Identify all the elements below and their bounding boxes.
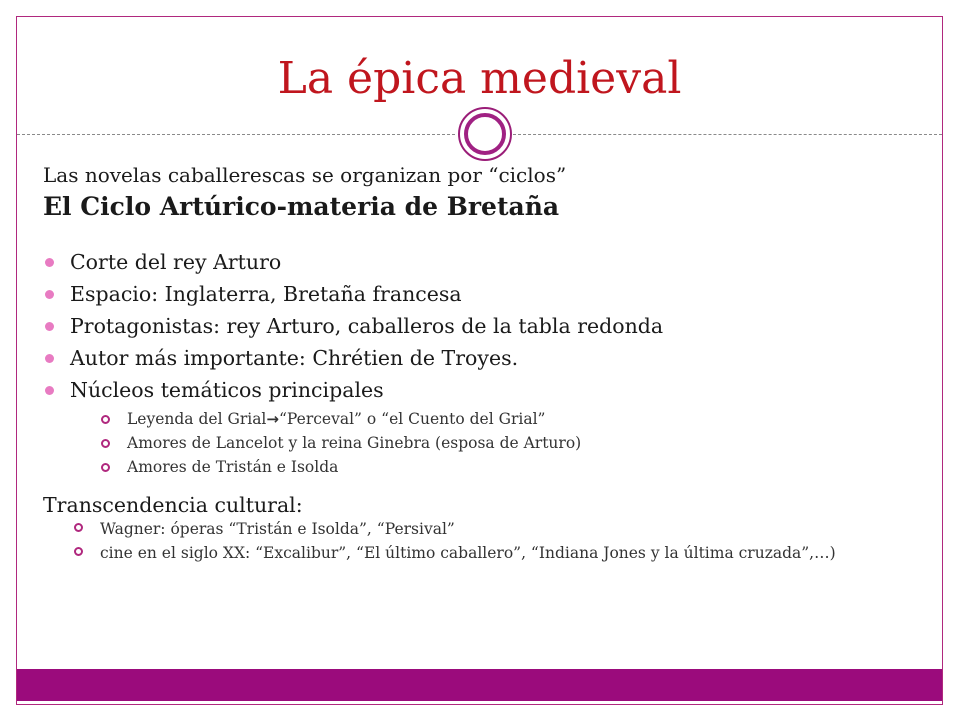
- ring-inner: [464, 113, 506, 155]
- sublist-item-text: Amores de Lancelot y la reina Ginebra (esposa de Arturo): [127, 434, 582, 453]
- list-item-text: Corte del rey Arturo: [70, 250, 282, 274]
- subtitle: El Ciclo Artúrico-materia de Bretaña: [43, 192, 560, 221]
- bullet-dot-icon: [45, 258, 54, 267]
- sublist-item-text: cine en el siglo XX: “Excalibur”, “El último caballero”, “Indiana Jones y la última cruzada”,…): [100, 544, 836, 563]
- section-heading: Transcendencia cultural:: [43, 493, 303, 518]
- bullet-dot-icon: [45, 386, 54, 395]
- circle-bullet-icon: [74, 523, 83, 532]
- divider-right: [513, 134, 942, 135]
- list-item: [43, 375, 923, 479]
- sublist-item-text: “Perceval” o “el Cuento del Grial”: [278, 409, 546, 428]
- slide: [16, 16, 943, 705]
- divider-left: [17, 134, 455, 135]
- slide-content: [43, 162, 923, 567]
- intro-text: Las novelas caballerescas se organizan por “ciclos”: [43, 163, 567, 187]
- right-arrow-icon: →: [266, 409, 279, 428]
- list-item: [43, 247, 923, 279]
- sublist-item-text: Amores de Tristán e Isolda: [127, 458, 339, 477]
- list-item-text: Autor más importante: Chrétien de Troyes.: [70, 345, 519, 370]
- list-item-text: Espacio: Inglaterra, Bretaña francesa: [70, 281, 462, 306]
- themes-sublist: [70, 407, 923, 479]
- ring-ornament-icon: [458, 107, 512, 161]
- list-item: [43, 279, 923, 311]
- footer-bar: [17, 669, 942, 701]
- bullet-dot-icon: [45, 290, 54, 299]
- slide-title: La épica medieval: [277, 53, 682, 104]
- circle-bullet-icon: [101, 415, 110, 424]
- circle-bullet-icon: [74, 547, 83, 556]
- list-item: [43, 311, 923, 343]
- bullet-dot-icon: [45, 322, 54, 331]
- bullet-list: [43, 247, 923, 479]
- sublist-item-text: Leyenda del Grial: [127, 409, 267, 428]
- sublist-item: [70, 407, 923, 431]
- circle-bullet-icon: [101, 439, 110, 448]
- legacy-sublist: [43, 519, 923, 563]
- list-item-text: Núcleos temáticos principales: [70, 377, 384, 402]
- sublist-item: [43, 519, 923, 539]
- list-item-text: Protagonistas: rey Arturo, caballeros de la tabla redonda: [70, 313, 664, 338]
- sublist-item-text: Wagner: óperas “Tristán e Isolda”, “Persival”: [100, 520, 455, 539]
- bullet-dot-icon: [45, 354, 54, 363]
- sublist-item: [43, 543, 923, 563]
- sublist-item: [70, 431, 923, 455]
- circle-bullet-icon: [101, 463, 110, 472]
- sublist-item: [70, 455, 923, 479]
- list-item: [43, 343, 923, 375]
